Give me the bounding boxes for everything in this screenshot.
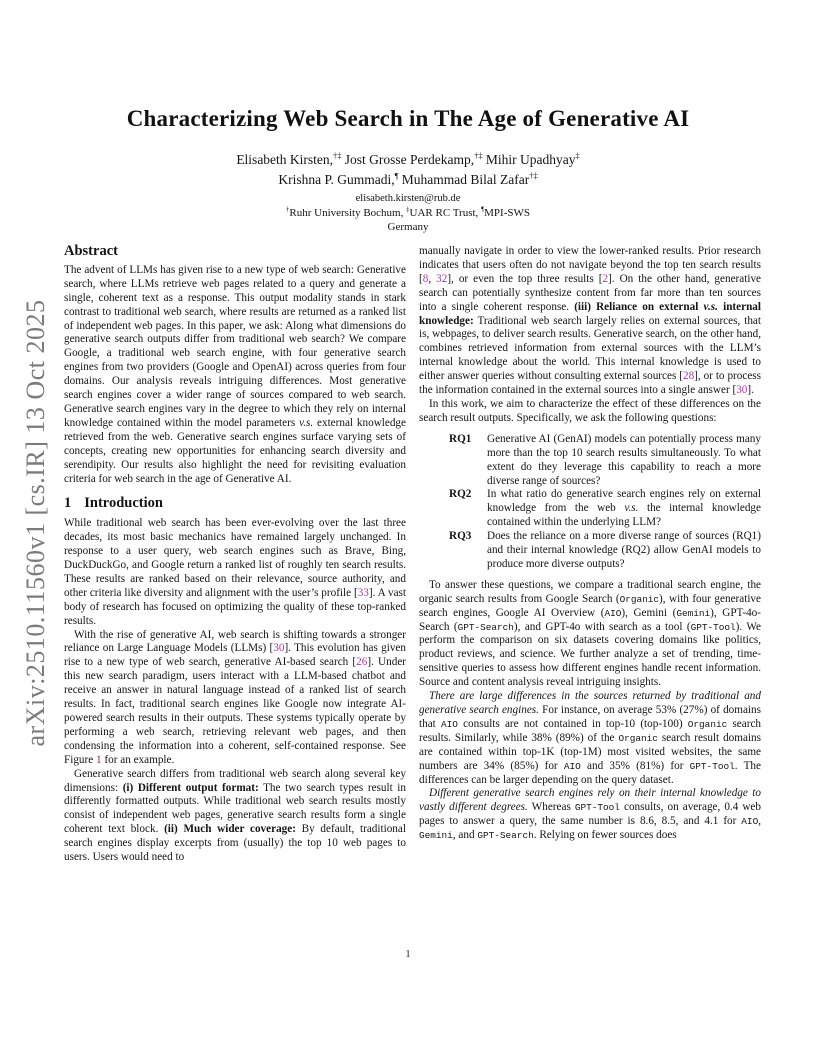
text-segment: The advent of LLMs has given rise to a new type of web search: Generative search, where LLMs retrieve web pages related to a query and generate a single, coherent text as a response. This output modality stands in stark contrast to traditional web search, where results are returned as a ranked list of independent web pages. In this paper, we ask: Along what dimensions do generative search outputs differ from traditional web search? We compare Google, a traditional web search engine, with four generative search engines from two providers (Google and OpenAI) across queries from four domains. Our analysis reveals intriguing differences. Most generative search engines cover a wider range of sources compared to web search. Generative search engines vary in the degree to which they rely on internal knowledge contained within the model parameters <box>64 263 406 429</box>
citation-link[interactable]: 30 <box>273 642 285 655</box>
citation-link[interactable]: 30 <box>736 384 748 397</box>
text-segment: manually navigate in order to view the lower-ranked results. Prior research indicates that users often do not navigate beyond the top ten search results [ <box>419 245 761 285</box>
intro-paragraph-3-continued <box>419 245 761 398</box>
text-segment: Generative AI (GenAI) models can potentially process many more than the top 10 search results simultaneously. To what extent do they leverage this capability to reach a more diverse range of sources? <box>487 432 761 487</box>
text-segment: ]. A vast body of research has focused on optimizing the quality of these top-ranked results. <box>64 586 406 627</box>
section-title: Introduction <box>84 495 163 512</box>
text-segment: Jost Grosse Perdekamp, <box>341 152 475 167</box>
text-segment: ]. On the other hand, generative search can potentially synthesize content from far more than ten sources into a single coherent response. <box>419 272 762 313</box>
affiliation-country: Germany <box>387 221 429 233</box>
text-segment: search results. Similarly, while 38% (89%) of the <box>419 717 762 744</box>
text-segment: . The differences can be larger depending on the query dataset. <box>419 759 761 786</box>
abstract-heading: Abstract <box>64 243 118 259</box>
text-segment: Krishna P. Gummadi, <box>278 172 395 187</box>
contact-email: elisabeth.kirsten@rub.de <box>355 193 461 204</box>
text-segment: Whereas <box>527 801 575 814</box>
text-segment: consults, on average, 0.4 web pages to answer a query, the same number is 8.6, 8.5, and 4.1 for <box>419 801 761 828</box>
text-segment: Does the reliance on a more diverse range of sources (RQ1) and their internal knowledge (RQ2) allow GenAI models to produce more diverse outputs? <box>487 530 761 570</box>
system-name-mono: Gemini <box>676 607 711 619</box>
section-1-heading <box>64 497 406 511</box>
page-number: 1 <box>405 949 411 960</box>
system-name-mono: Organic <box>687 718 728 730</box>
section-number: 1 <box>64 495 72 512</box>
research-question-1 <box>419 433 761 489</box>
text-segment: , <box>428 272 437 285</box>
citation-link[interactable]: 8 <box>422 272 429 285</box>
superscript-marker: †‡ <box>474 151 483 161</box>
text-segment: ), GPT-4o-Search ( <box>419 606 761 633</box>
superscript-marker: ‡ <box>575 151 580 161</box>
research-questions-list <box>419 433 761 572</box>
text-segment: Elisabeth Kirsten, <box>236 152 334 167</box>
text-segment: (i) Different output format: <box>122 781 259 794</box>
intro-paragraph-3 <box>64 768 406 865</box>
text-segment: ]. This evolution has given rise to a new type of web search, generative AI-based search [ <box>64 642 406 669</box>
text-segment: ]. Under this new search paradigm, users interact with a LLM-based chatbot and receive an answer in natural language instead of a ranked list of search results. In fact, traditional search engines like Google now integrate AI-powered search results in their outputs. These systems typically operate by performing a web search, retrieving relevant web pages, and then condensing the information into a coherent, self-contained response. See Figure <box>64 656 407 766</box>
figure-reference-link[interactable]: 1 <box>96 753 102 766</box>
intro-paragraph-2 <box>64 629 406 768</box>
system-name-mono: AIO <box>563 760 581 772</box>
text-segment: Mihir Upadhyay <box>482 152 576 167</box>
text-segment: While traditional web search has been ever-evolving over the last three decades, its most basic mechanics have remained largely unchanged. In response to a user query, web search engines such as Brave, Bing, DuckDuckGo, and Google return a ranked list of roughly ten search results. These results are ranked based on their relevance, source authority, and other criteria like diversity and alignment with the user’s profile [ <box>64 517 406 599</box>
text-segment: ], or to process the information contained in the external sources into a single answer [ <box>419 370 761 397</box>
to-answer-paragraph <box>419 579 761 690</box>
arxiv-watermark: arXiv:2510.11560v1 [cs.IR] 13 Oct 2025 <box>21 299 50 747</box>
system-name-mono: GPT-Search <box>477 830 534 842</box>
text-segment: . Relying on fewer sources does <box>533 829 677 842</box>
text-segment: ), Gemini ( <box>621 606 677 619</box>
text-segment: the internal knowledge contained within the underlying LLM? <box>487 502 761 529</box>
system-name-mono: GPT-Search <box>457 621 514 633</box>
text-segment: consults are not contained in top-10 (top-100) <box>457 717 688 730</box>
text-segment: MPI-SWS <box>484 207 530 219</box>
text-segment: UAR RC Trust, <box>409 207 482 219</box>
abstract-paragraph <box>64 264 406 487</box>
text-segment: internal knowledge: <box>419 300 761 327</box>
in-this-work-paragraph <box>419 398 761 426</box>
intro-paragraph-1 <box>64 517 406 628</box>
text-segment: v.s. <box>299 416 314 429</box>
text-segment: search result domains are contained within top-1K (top-1M) most visited websites, the same numbers are 34% (85%) for <box>419 731 761 772</box>
system-name-mono: AIO <box>741 816 759 828</box>
superscript-marker: †‡ <box>529 171 538 181</box>
text-segment: ). We perform the comparison on six datasets covering domains like politics, product reviews, and science. We further analyze a set of trending, time-sensitive queries to assess how different engines handle recent information. Source and content analysis reveal intriguing insights. <box>419 620 762 689</box>
left-column <box>64 245 406 865</box>
text-segment: Generative search differs from traditional web search along several key dimensions: <box>64 767 406 794</box>
text-segment: In what ratio do generative search engines rely on external knowledge from the web <box>487 488 761 515</box>
research-question-3 <box>419 530 761 572</box>
text-segment: The two search types result in differently formatted outputs. While traditional web search results mostly consist of independent web pages, generative search results form a single coherent text block. <box>64 781 407 836</box>
text-segment: Muhammad Bilal Zafar <box>398 172 530 187</box>
text-segment: , and <box>452 829 478 842</box>
rq3-text <box>487 530 761 572</box>
rq2-text <box>487 488 761 530</box>
text-segment: ], or even the top three results [ <box>447 272 603 285</box>
system-name-mono: GPT-Tool <box>689 760 735 772</box>
text-segment: By default, traditional search engines display excerpts from (usually) the top 10 web pages to users. Users would need to <box>64 823 406 864</box>
text-segment: ]. <box>747 384 754 397</box>
text-segment: For instance, on average 53% (27%) of domains that <box>419 704 761 730</box>
text-segment: (iii) Reliance on external <box>574 300 704 313</box>
text-segment: Traditional web search largely relies on external sources, that is, webpages, to deliver search results. Generative search, on the other hand, combines retrieved information from external sources with the LLM’s internal knowledge about the world. This internal knowledge is used to either answer queries without consulting external sources [ <box>419 314 761 383</box>
system-name-mono: AIO <box>604 607 622 619</box>
sources-differences-paragraph <box>419 690 761 787</box>
text-segment: ), and GPT-4o with search as a tool ( <box>513 620 691 633</box>
rq1-text <box>487 433 761 489</box>
text-segment: for an example. <box>101 753 175 766</box>
text-segment: To answer these questions, we compare a traditional search engine, the organic search results from Google Search ( <box>419 578 761 605</box>
research-question-2 <box>419 488 761 530</box>
right-column <box>419 245 761 843</box>
text-segment: Different generative search engines rely on their internal knowledge to vastly different degrees. <box>419 787 761 814</box>
superscript-marker: †‡ <box>333 151 342 161</box>
internal-knowledge-paragraph <box>419 787 761 843</box>
text-segment: There are large differences in the sources returned by traditional and generative search engines. <box>419 690 761 716</box>
text-segment: v.s. <box>703 300 718 313</box>
system-name-mono: Gemini <box>419 830 453 842</box>
citation-link[interactable]: 33 <box>357 586 369 599</box>
rq2-label: RQ2 <box>449 488 472 501</box>
system-name-mono: Organic <box>619 593 660 605</box>
text-segment: With the rise of generative AI, web search is shifting towards a stronger reliance on Large Language Models (LLMs) [ <box>64 628 406 655</box>
rq1-label: RQ1 <box>449 432 472 445</box>
citation-link[interactable]: 26 <box>356 656 368 669</box>
author-line-1 <box>0 152 816 168</box>
author-line-2 <box>0 172 816 188</box>
paper-header <box>0 106 816 233</box>
citation-link[interactable]: 2 <box>602 272 609 285</box>
paper-title: Characterizing Web Search in The Age of Generative AI <box>126 106 690 131</box>
superscript-marker: ¶ <box>394 171 399 181</box>
system-name-mono: GPT-Tool <box>574 802 620 814</box>
text-segment: In this work, we aim to characterize the effect of these differences on the search result outputs. Specifically, we ask the following questions: <box>419 397 761 424</box>
system-name-mono: Organic <box>618 732 658 744</box>
text-segment: and 35% (81%) for <box>580 759 690 772</box>
text-segment: , <box>758 815 761 828</box>
superscript-marker: ‡ <box>406 206 410 214</box>
system-name-mono: AIO <box>440 718 458 730</box>
text-segment: ), with four generative search engines, Google AI Overview ( <box>419 592 761 619</box>
text-segment: (ii) Much wider coverage: <box>164 823 296 836</box>
rq3-label: RQ3 <box>449 530 472 543</box>
text-segment: v.s. <box>624 502 639 515</box>
text-segment: external knowledge retrieved from the web. Generative search engines surface varying sets of concepts, creating new opportunities for enhancing search diversity and serendipity. Our results also highlight the need for revisiting evaluation criteria for web search in the age of Generative AI. <box>64 416 406 485</box>
citation-link[interactable]: 32 <box>436 272 448 285</box>
superscript-marker: † <box>285 206 290 214</box>
superscript-marker: ¶ <box>481 206 485 214</box>
citation-link[interactable]: 28 <box>682 370 695 383</box>
affiliations-line <box>0 207 816 219</box>
system-name-mono: GPT-Tool <box>690 621 736 633</box>
text-segment: Ruhr University Bochum, <box>289 207 407 219</box>
